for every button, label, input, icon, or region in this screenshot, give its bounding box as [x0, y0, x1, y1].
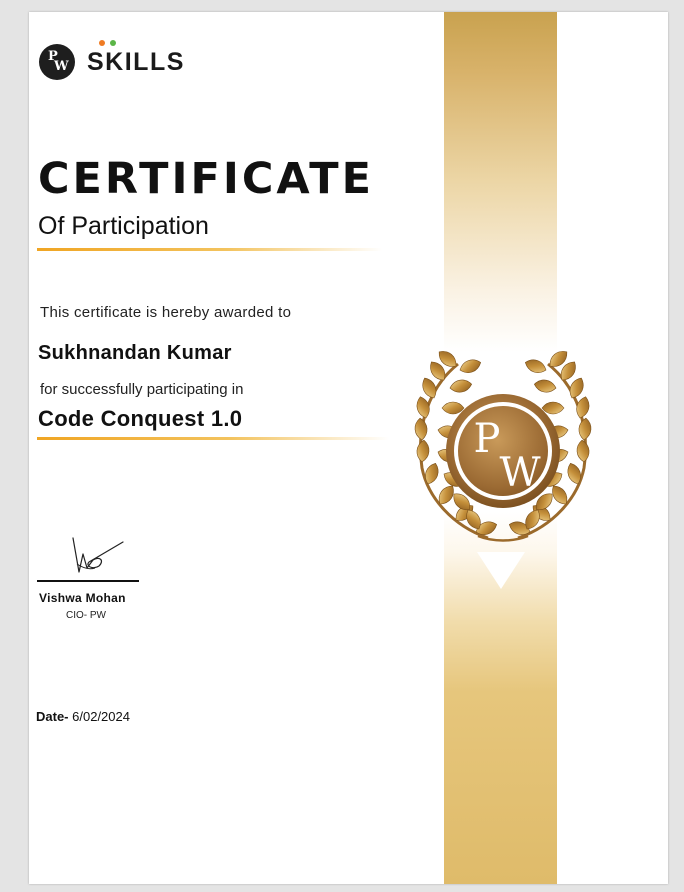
certificate-page: [29, 12, 668, 884]
pw-skills-logo: [39, 44, 185, 80]
date-label: Date-: [36, 709, 69, 724]
participation-text: for successfully participating in: [40, 381, 244, 398]
signatory-name: Vishwa Mohan: [39, 591, 126, 605]
signatory-title: CIO- PW: [66, 610, 106, 621]
logo-text: SKILLS: [87, 48, 185, 77]
laurel-seal-icon: [398, 348, 608, 548]
ribbon-notch: [477, 552, 525, 589]
signature-image: [65, 534, 129, 578]
signature-line: [37, 580, 139, 582]
green-dot: [110, 40, 116, 46]
certificate-subtitle: Of Participation: [38, 212, 209, 240]
seal-p-letter: P: [473, 416, 501, 462]
certificate-title: CERTIFICATE: [38, 154, 375, 204]
event-name: Code Conquest 1.0: [38, 406, 243, 431]
orange-dot: [99, 40, 105, 46]
date-value: 6/02/2024: [72, 709, 130, 724]
pw-logo-icon: P W: [39, 44, 75, 80]
title-divider: [37, 248, 382, 251]
issue-date: [36, 709, 130, 724]
event-divider: [37, 437, 389, 440]
seal-w-letter: W: [499, 450, 541, 496]
recipient-name: Sukhnandan Kumar: [38, 342, 232, 364]
awarded-text: This certificate is hereby awarded to: [40, 304, 292, 321]
